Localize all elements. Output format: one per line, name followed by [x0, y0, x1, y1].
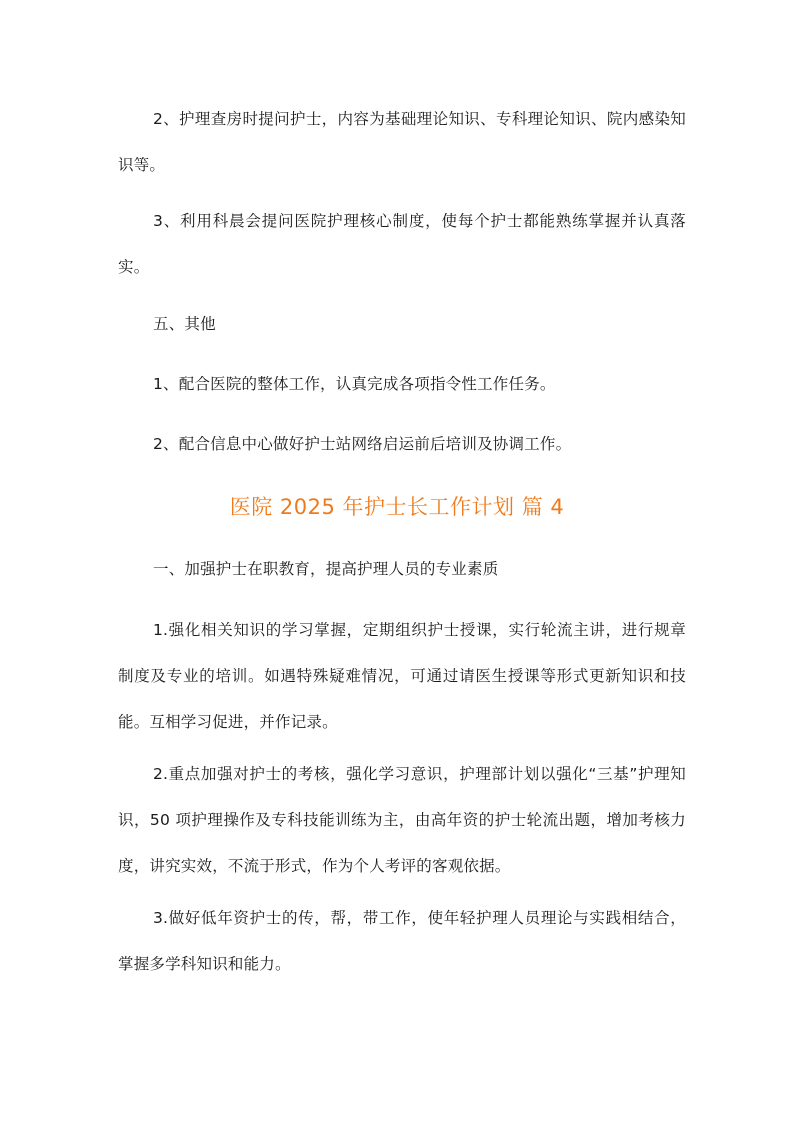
section-heading-other: 五、其他 — [153, 315, 216, 333]
document-heading: 医院 2025 年护士长工作计划 篇 4 — [229, 495, 565, 519]
list-item-assessment: 2.重点加强对护士的考核，强化学习意识，护理部计划以强化“三基”护理知识，50 项护理操作及专科技能训练为主，由高年资的护士轮流出题，增加考核力度，讲究实效，不流于形式，作为个人考评的客观依据。 — [118, 765, 686, 875]
list-item-training: 1.强化相关知识的学习掌握，定期组织护士授课，实行轮流主讲，进行规章制度及专业的培训。如遇特殊疑难情况，可通过请医生授课等形式更新知识和技能。互相学习促进，并作记录。 — [118, 621, 686, 731]
paragraph-morning-meeting: 3、利用科晨会提问医院护理核心制度，使每个护士都能熟练掌握并认真落实。 — [118, 212, 686, 276]
paragraph-cooperate-hospital: 1、配合医院的整体工作，认真完成各项指令性工作任务。 — [153, 375, 556, 393]
list-item-mentoring: 3.做好低年资护士的传，帮，带工作，使年轻护理人员理论与实践相结合，掌握多学科知识和能力。 — [118, 909, 686, 973]
paragraph-nursing-rounds: 2、护理查房时提问护士，内容为基础理论知识、专科理论知识、院内感染知识等。 — [118, 110, 686, 174]
paragraph-cooperate-info-center: 2、配合信息中心做好护士站网络启运前后培训及协调工作。 — [153, 435, 572, 453]
section-title-education: 一、加强护士在职教育，提高护理人员的专业素质 — [153, 560, 499, 578]
